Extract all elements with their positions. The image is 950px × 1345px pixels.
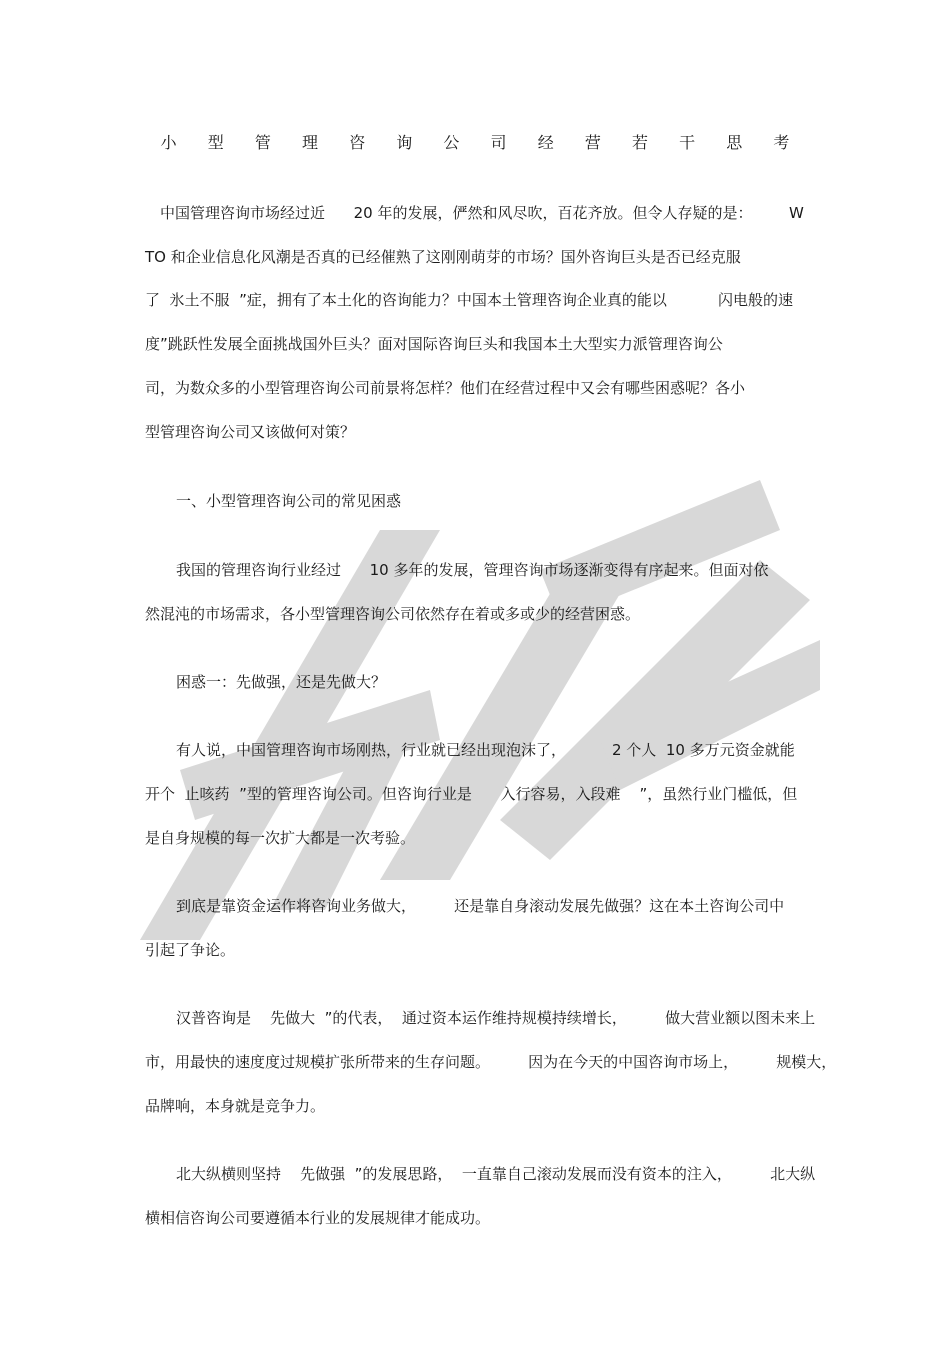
confusion-heading-1: 困惑一：先做强，还是先做大？ (176, 673, 387, 691)
intro-line-1-tail: W (789, 204, 804, 222)
title-char: 考 (773, 133, 790, 152)
p3-line-2: 引起了争论。 (145, 941, 236, 959)
p2-line-1-tail: 2 个人 10 多万元资金就能 (612, 741, 795, 759)
p4-line-2: 市，用最快的速度度过规模扩张所带来的生存问题。 因为在今天的中国咨询市场上， 规模大， (145, 1053, 837, 1071)
title-char: 理 (301, 133, 318, 152)
title-char: 干 (679, 133, 696, 152)
p4-line-1: 汉普咨询是 先做大 ”的代表， 通过资本运作维持规模持续增长， 做大营业额以图未来上 (176, 1009, 816, 1027)
p2-line-3: 是自身规模的每一次扩大都是一次考验。 (145, 829, 416, 847)
document-title (145, 130, 805, 154)
title-char: 公 (443, 133, 460, 152)
intro-line-3-tail: 闪电般的速 (718, 291, 794, 309)
watermark-logo (120, 440, 820, 960)
p1-line-2: 然混沌的市场需求，各小型管理咨询公司依然存在着或多或少的经营困惑。 (145, 605, 641, 623)
p3-line-1: 到底是靠资金运作将咨询业务做大， 还是靠自身滚动发展先做强？这在本土咨询公司中 (176, 897, 785, 915)
intro-line-5: 司，为数众多的小型管理咨询公司前景将怎样？他们在经营过程中又会有哪些困惑呢？各小 (145, 379, 746, 397)
p2-line-1: 有人说，中国管理咨询市场刚热，行业就已经出现泡沫了， (176, 741, 567, 759)
intro-line-3: 了 氷土不服 ”症，拥有了本土化的咨询能力？中国本土管理咨询企业真的能以 (145, 291, 667, 309)
title-char: 经 (537, 133, 554, 152)
title-char: 小 (160, 133, 177, 152)
title-char: 咨 (349, 133, 366, 152)
title-char: 型 (207, 133, 224, 152)
title-char: 管 (254, 133, 271, 152)
p4-line-3: 品牌响，本身就是竞争力。 (145, 1097, 326, 1115)
intro-line-1: 中国管理咨询市场经过近 20 年的发展，俨然和风尽吹，百花齐放。但令人存疑的是： (160, 204, 753, 222)
title-char: 若 (631, 133, 648, 152)
title-char: 司 (490, 133, 507, 152)
intro-line-4: 度”跳跃性发展全面挑战国外巨头？面对国际咨询巨头和我国本土大型实力派管理咨询公 (145, 335, 723, 353)
p1-line-1: 我国的管理咨询行业经过 10 多年的发展，管理咨询市场逐渐变得有序起来。但面对依 (176, 561, 769, 579)
intro-line-2: TO 和企业信息化风潮是否真的已经催熟了这刚刚萌芽的市场？国外咨询巨头是否已经克服 (145, 248, 741, 266)
intro-line-6: 型管理咨询公司又该做何对策？ (145, 423, 356, 441)
title-char: 询 (396, 133, 413, 152)
p5-line-2: 横相信咨询公司要遵循本行业的发展规律才能成功。 (145, 1209, 491, 1227)
title-char: 营 (584, 133, 601, 152)
p2-line-2: 开个 止咳药 ”型的管理咨询公司。但咨询行业是 入行容易，入段难 ”，虽然行业门槛低，但 (145, 785, 798, 803)
title-char: 思 (726, 133, 743, 152)
section-heading-1: 一、小型管理咨询公司的常见困惑 (176, 492, 402, 510)
p5-line-1: 北大纵横则坚持 先做强 ”的发展思路， 一直靠自己滚动发展而没有资本的注入， 北大纵 (176, 1165, 816, 1183)
